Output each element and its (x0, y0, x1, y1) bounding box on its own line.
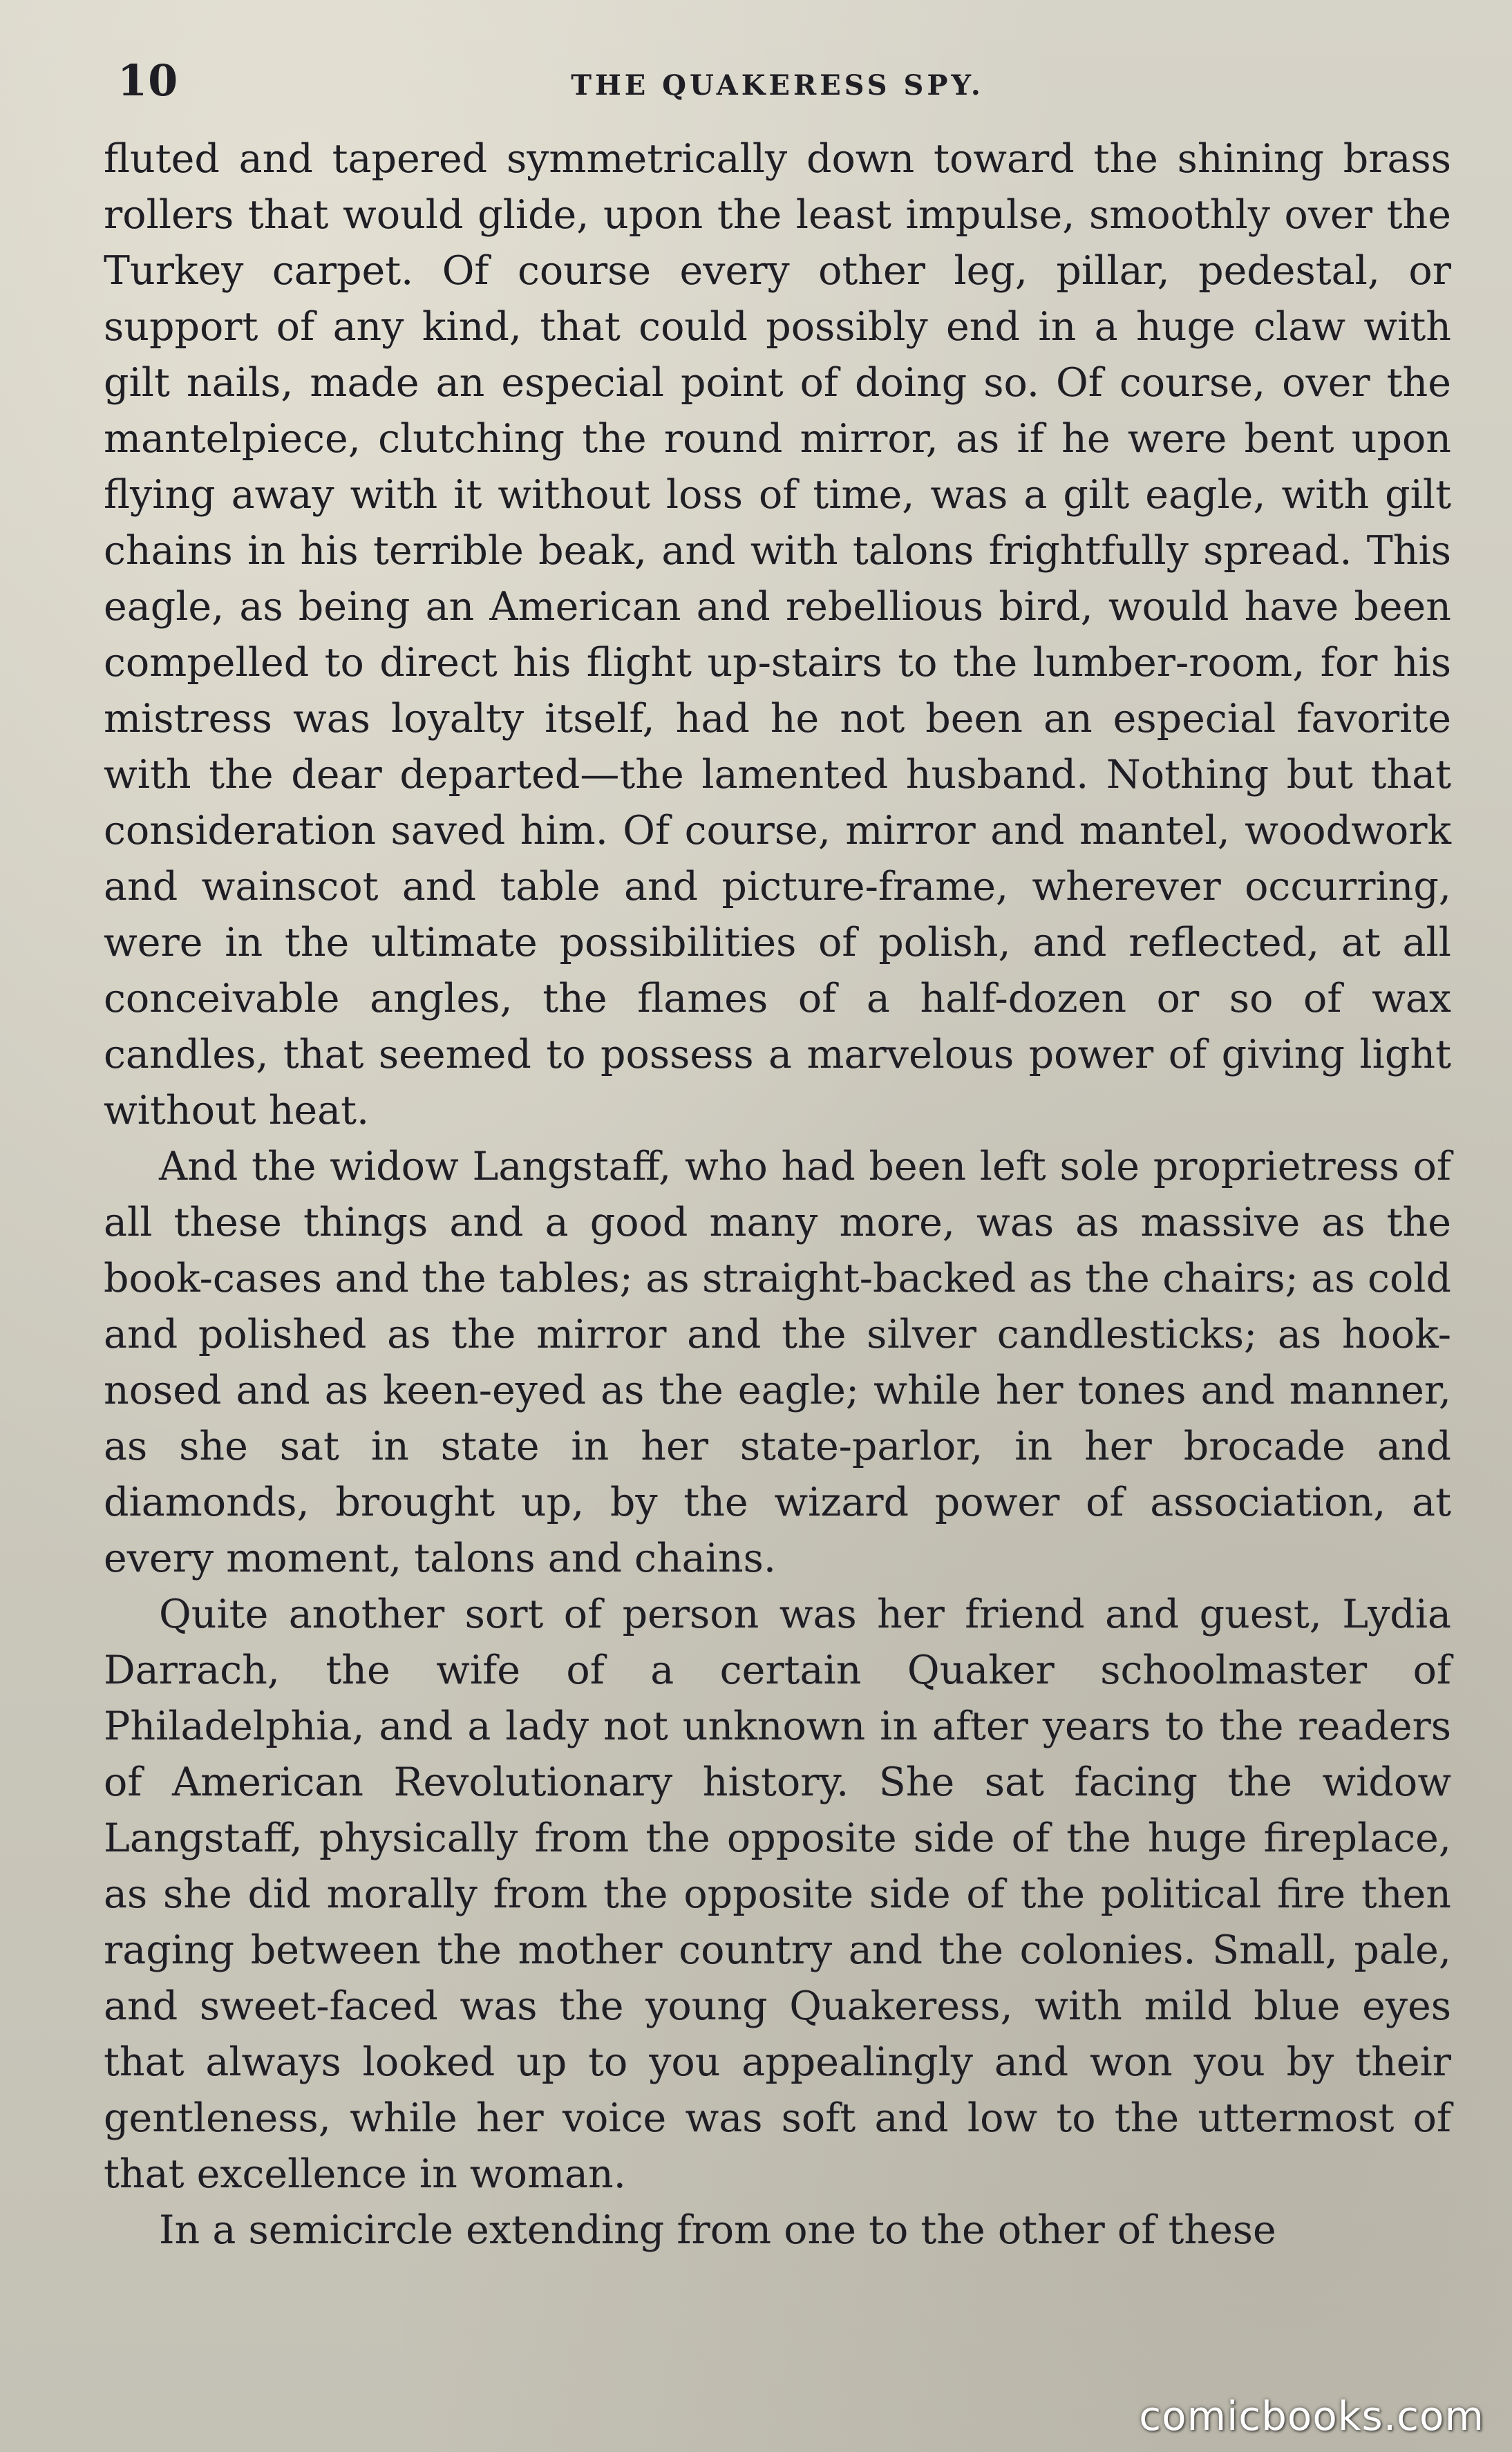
paragraph-4: In a semicircle extending from one to the other of these (159, 2207, 1276, 2253)
running-title: THE QUAKERESS SPY. (571, 69, 984, 102)
paragraph-1: fluted and tapered symmetrically down toward the shining brass rollers that would glide, upon the least impulse, smoothly over the Turkey carpet. Of course every other leg, pillar, pedestal, or support of any kind, that could possibly end in a huge claw with gilt nails, made an especial point of doing so. Of course, over the mantelpiece, clutching the round mirror, as if he were bent upon flying away with it without loss of time, was a gilt eagle, with gilt chains in his terrible beak, and with talons frightfully spread. This eagle, as being an American and rebellious bird, would have been compelled to direct his flight up-stairs to the lumber-room, for his mistress was loyalty itself, had he not been an especial favorite with the dear departed—the lamented husband. Nothing but that consideration saved him. Of course, mirror and mantel, woodwork and wainscot and table and picture-frame, wherever occurring, were in the ultimate possibilities of polish, and reflected, at all conceivable angles, the flames of a half-dozen or so of wax candles, that seemed to possess a marvelous power of giving light without heat. (104, 136, 1451, 1133)
body-text (104, 131, 1451, 2258)
watermark-text: comicbooks.com (1139, 2393, 1484, 2440)
paragraph-3: Quite another sort of person was her friend and guest, Lydia Darrach, the wife of a certain Quaker schoolmaster of Philadelphia, and a lady not unknown in after years to the readers of American Revolutionary history. She sat facing the widow Langstaff, physically from the opposite side of the huge fireplace, as she did morally from the opposite side of the political fire then raging between the mother country and the colonies. Small, pale, and sweet-faced was the young Quakeress, with mild blue eyes that always looked up to you appealingly and won you by their gentleness, while her voice was soft and low to the uttermost of that excellence in woman. (104, 1592, 1451, 2197)
book-page (104, 48, 1451, 2426)
running-head (104, 48, 1451, 131)
page-number: 10 (117, 55, 179, 106)
paragraph-2: And the widow Langstaff, who had been left sole proprietress of all these things and a good many more, was as massive as the book-cases and the tables; as straight-backed as the chairs; as cold and polished as the mirror and the silver candlesticks; as hook-nosed and as keen-eyed as the eagle; while her tones and manner, as she sat in state in her state-parlor, in her brocade and diamonds, brought up, by the wizard power of association, at every moment, talons and chains. (104, 1144, 1451, 1581)
